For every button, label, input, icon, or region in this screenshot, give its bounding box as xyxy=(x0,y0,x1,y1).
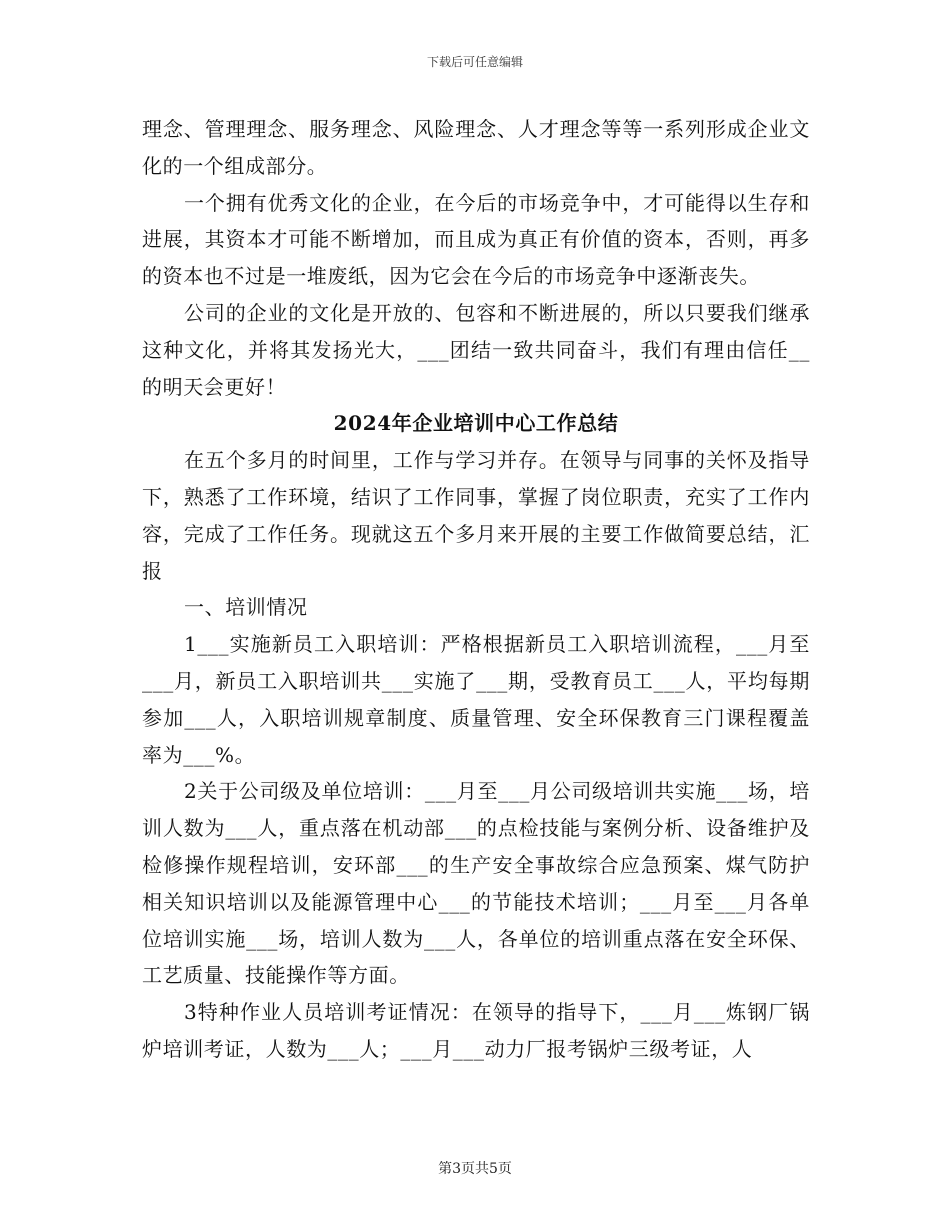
paragraph-company-unit-training: 2关于公司级及单位培训：___月至___月公司级培训共实施___场，培训人数为___人，重点落在机动部___的点检技能与案例分析、设备维护及检修操作规程培训，安环部___的生产安全事故综合应急预案、煤气防护相关知识培训以及能源管理中心___的节能技术培训；___月至___月各单位培训实施___场，培训人数为___人，各单位的培训重点落在安全环保、工艺质量、技能操作等方面。 xyxy=(142,779,810,988)
paragraph-culture-competition: 一个拥有优秀文化的企业，在今后的市场竞争中，才可能得以生存和进展，其资本才可能不断增加，而且成为真正有价值的资本，否则，再多的资本也不过是一堆废纸，因为它会在今后的市场竞争中逐渐丧失。 xyxy=(142,190,810,289)
page-number: 第3页共5页 xyxy=(438,1161,512,1177)
section-title: 2024年企业培训中心工作总结 xyxy=(333,411,619,436)
subheading-training: 一、培训情况 xyxy=(184,595,308,620)
paragraph-special-operations-training: 3特种作业人员培训考证情况：在领导的指导下，___月___炼钢厂锅炉培训考证，人数为___人；___月___动力厂报考锅炉三级考证，人 xyxy=(142,1000,810,1061)
paragraph-new-employee-training: 1___实施新员工入职培训：严格根据新员工入职培训流程，___月至___月，新员工入职培训共___实施了___期，受教育员工___人，平均每期参加___人，入职培训规章制度、质量管理、安全环保教育三门课程覆盖率为___%。 xyxy=(142,632,810,767)
paragraph-culture-part: 理念、管理理念、服务理念、风险理念、人才理念等等一系列形成企业文化的一个组成部分。 xyxy=(142,117,810,178)
page-header-note: 下载后可任意编辑 xyxy=(426,55,523,69)
document-body xyxy=(142,111,810,1068)
paragraph-culture-future: 公司的企业的文化是开放的、包容和不断进展的，所以只要我们继承这种文化，并将其发扬光大，___团结一致共同奋斗，我们有理由信任__的明天会更好！ xyxy=(142,300,810,399)
paragraph-intro: 在五个多月的时间里，工作与学习并存。在领导与同事的关怀及指导下，熟悉了工作环境，结识了工作同事，掌握了岗位职责，充实了工作内容，完成了工作任务。现就这五个多月来开展的主要工作做简要总结，汇报 xyxy=(142,448,810,583)
